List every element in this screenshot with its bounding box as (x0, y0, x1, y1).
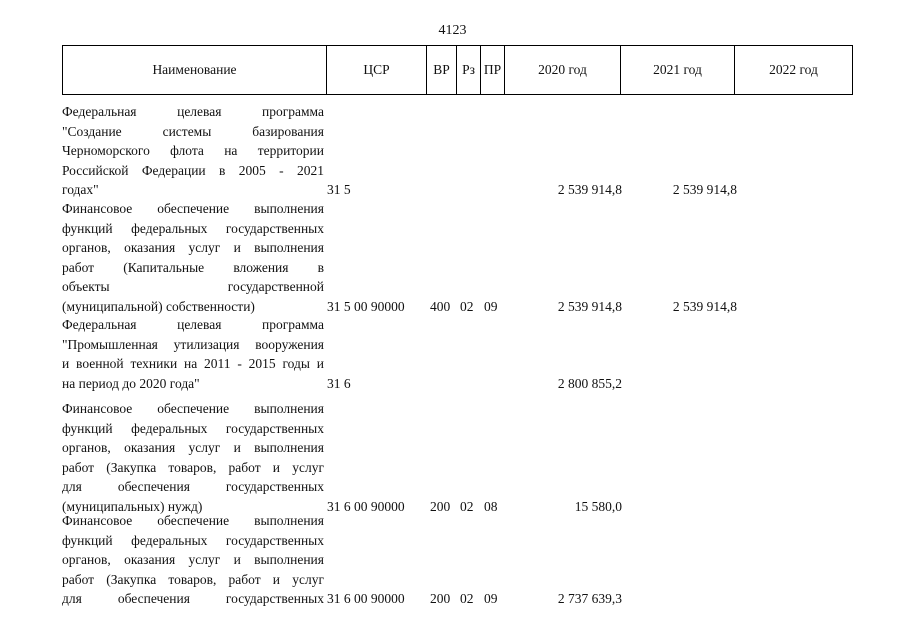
row-name (62, 315, 324, 393)
row-name-line: годах" (62, 182, 99, 198)
row-name-line: работ (Закупка товаров, работ и услуг (62, 459, 324, 475)
row-name-line: "Промышленная утилизация вооружения (62, 336, 324, 352)
row-name (62, 399, 324, 517)
row-csr: 31 5 (327, 182, 351, 198)
row-csr: 31 6 (327, 375, 351, 391)
row-2020: 2 800 855,2 (557, 375, 622, 391)
header-2022: 2022 год (735, 46, 853, 95)
row-name-line: органов, оказания услуг и выполнения (62, 552, 324, 568)
row-csr: 31 6 00 90000 (327, 591, 405, 607)
row-name-line: органов, оказания услуг и выполнения (62, 240, 324, 256)
row-csr: 31 6 00 90000 (327, 499, 405, 514)
row-name-line: работ (Капитальные вложения в (62, 259, 324, 275)
page-number: 4123 (438, 23, 467, 38)
row-rz: 02 (460, 299, 474, 314)
row-2020: 2 737 639,3 (557, 591, 622, 607)
header-vr: ВР (427, 46, 457, 95)
row-name-line: Финансовое обеспечение выполнения (62, 401, 324, 416)
row-name-line: и военной техники на 2011 - 2015 годы и (62, 356, 324, 372)
row-name (62, 199, 324, 317)
row-rz: 02 (460, 591, 474, 607)
row-vr: 200 (430, 591, 451, 607)
header-2021: 2021 год (621, 46, 735, 95)
row-name-line: объекты государственной (62, 279, 324, 295)
row-name-line: на период до 2020 года" (62, 375, 200, 391)
row-name-line: (муниципальной) собственности) (62, 298, 255, 314)
row-2021: 2 539 914,8 (672, 182, 737, 198)
row-name-line: для обеспечения государственных (62, 591, 324, 607)
header-pr: ПР (481, 46, 505, 95)
row-name-line: работ (Закупка товаров, работ и услуг (62, 571, 324, 587)
row-name-line: Финансовое обеспечение выполнения (62, 513, 324, 528)
row-2020: 2 539 914,8 (557, 182, 622, 198)
row-name-line: функций федеральных государственных (62, 220, 324, 236)
row-name-line: органов, оказания услуг и выполнения (62, 440, 324, 456)
header-name: Наименование (63, 46, 327, 95)
row-csr: 31 5 00 90000 (327, 299, 405, 314)
row-name (62, 511, 324, 609)
row-name-line: Российской Федерации в 2005 - 2021 (62, 162, 324, 178)
row-2021: 2 539 914,8 (672, 299, 737, 314)
row-pr: 09 (484, 299, 498, 314)
row-vr: 400 (430, 299, 451, 314)
row-name-line: Федеральная целевая программа (62, 104, 324, 119)
header-csr: ЦСР (327, 46, 427, 95)
row-pr: 08 (484, 499, 498, 514)
row-name-line: Федеральная целевая программа (62, 317, 324, 332)
row-name-line: для обеспечения государственных (62, 479, 324, 495)
row-name-line: функций федеральных государственных (62, 420, 324, 436)
header-rz: Рз (457, 46, 481, 95)
row-vr: 200 (430, 499, 451, 514)
row-pr: 09 (484, 591, 498, 607)
row-2020: 2 539 914,8 (557, 299, 622, 314)
row-rz: 02 (460, 499, 474, 514)
header-2020: 2020 год (505, 46, 621, 95)
row-name (62, 102, 324, 200)
row-name-line: "Создание системы базирования (62, 123, 324, 139)
row-name-line: (муниципальных) нужд) (62, 498, 203, 514)
row-name-line: Финансовое обеспечение выполнения (62, 201, 324, 216)
table-header (62, 45, 853, 95)
row-name-line: Черноморского флота на территории (62, 143, 324, 159)
row-2020: 15 580,0 (574, 499, 622, 514)
row-name-line: функций федеральных государственных (62, 532, 324, 548)
